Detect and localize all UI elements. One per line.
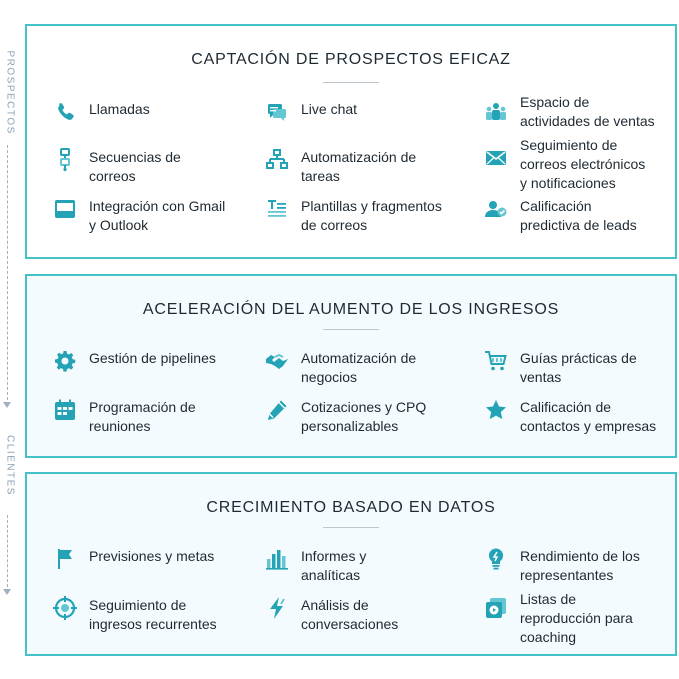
- chat-icon: [265, 100, 289, 124]
- target-icon: [53, 596, 77, 620]
- feature-label: Guías prácticas de ventas: [520, 350, 637, 385]
- clients-dashed-line: [7, 515, 8, 587]
- section-title: ACELERACIÓN DEL AUMENTO DE LOS INGRESOS: [142, 301, 560, 318]
- feature-item: [53, 596, 217, 634]
- feature-item: [484, 398, 656, 436]
- feature-item: [265, 596, 398, 634]
- feature-label: Programación de reuniones: [89, 399, 196, 434]
- feature-item: [265, 349, 416, 387]
- feature-label: Calificación de contactos y empresas: [520, 399, 657, 434]
- feature-label: Calificación predictiva de leads: [520, 198, 637, 233]
- title-underline: [323, 82, 379, 83]
- feature-item: [484, 136, 645, 193]
- feature-label: Previsiones y metas: [89, 548, 215, 564]
- feature-label: Gestión de pipelines: [89, 350, 216, 366]
- section-title: CRECIMIENTO BASADO EN DATOS: [206, 499, 496, 516]
- feature-item: [53, 197, 225, 235]
- feature-label: Llamadas: [89, 101, 150, 117]
- title-underline: [323, 527, 379, 528]
- users-icon: [484, 197, 508, 221]
- pencil-icon: [265, 398, 289, 422]
- feature-label: Seguimiento de correos electrónicos y notificaciones: [520, 137, 646, 191]
- flag-icon: [53, 547, 77, 571]
- feature-item: [484, 197, 637, 235]
- feature-item: [53, 100, 150, 124]
- prospects-dashed-line: [7, 145, 8, 400]
- team-icon: [484, 100, 508, 124]
- feature-label: Informes y analíticas: [301, 548, 367, 583]
- section-lead-capture: [25, 24, 677, 259]
- lightning-icon: [265, 596, 289, 620]
- feature-item: [265, 197, 442, 235]
- clients-label: CLIENTES: [4, 435, 16, 496]
- side-rail: [0, 0, 20, 679]
- feature-label: Plantillas y fragmentos de correos: [301, 198, 442, 233]
- feature-item: [484, 93, 655, 131]
- feature-item: [265, 398, 426, 436]
- prospects-arrow-icon: [3, 402, 11, 408]
- feature-item: [484, 349, 637, 387]
- feature-item: [484, 547, 640, 585]
- handshake-icon: [265, 349, 289, 373]
- star-icon: [484, 398, 508, 422]
- clients-arrow-icon: [3, 589, 11, 595]
- feature-item: [53, 547, 214, 571]
- feature-label: Live chat: [301, 101, 358, 117]
- lightbulb-icon: [484, 547, 508, 571]
- cart-icon: [484, 349, 508, 373]
- feature-item: [53, 349, 216, 373]
- feature-item: [265, 547, 366, 585]
- feature-label: Integración con Gmail y Outlook: [89, 198, 226, 233]
- feature-label: Listas de reproducción para coaching: [520, 591, 633, 645]
- feature-label: Rendimiento de los representantes: [520, 548, 640, 583]
- feature-label: Automatización de tareas: [301, 149, 417, 184]
- feature-label: Automatización de negocios: [301, 350, 417, 385]
- section-data-driven-growth: [25, 472, 677, 656]
- feature-item: [53, 148, 181, 186]
- phone-icon: [53, 100, 77, 124]
- feature-item: [265, 148, 416, 186]
- feature-item: [484, 590, 633, 647]
- feature-item: [265, 100, 357, 124]
- feature-label: Secuencias de correos: [89, 149, 181, 184]
- playlist-icon: [484, 596, 508, 620]
- feature-label: Seguimiento de ingresos recurrentes: [89, 597, 217, 632]
- prospects-label: PROSPECTOS: [4, 50, 16, 135]
- bar-chart-icon: [265, 547, 289, 571]
- sequence-icon: [53, 148, 77, 172]
- inbox-icon: [53, 197, 77, 221]
- feature-item: [53, 398, 196, 436]
- workflow-icon: [265, 148, 289, 172]
- feature-label: Espacio de actividades de ventas: [520, 94, 655, 129]
- calendar-icon: [53, 398, 77, 422]
- feature-label: Análisis de conversaciones: [301, 597, 399, 632]
- title-underline: [323, 329, 379, 330]
- envelope-icon: [484, 146, 508, 170]
- gear-icon: [53, 349, 77, 373]
- feature-label: Cotizaciones y CPQ personalizables: [301, 399, 427, 434]
- section-revenue-acceleration: [25, 274, 677, 458]
- section-title: CAPTACIÓN DE PROSPECTOS EFICAZ: [191, 51, 511, 68]
- text-template-icon: [265, 197, 289, 221]
